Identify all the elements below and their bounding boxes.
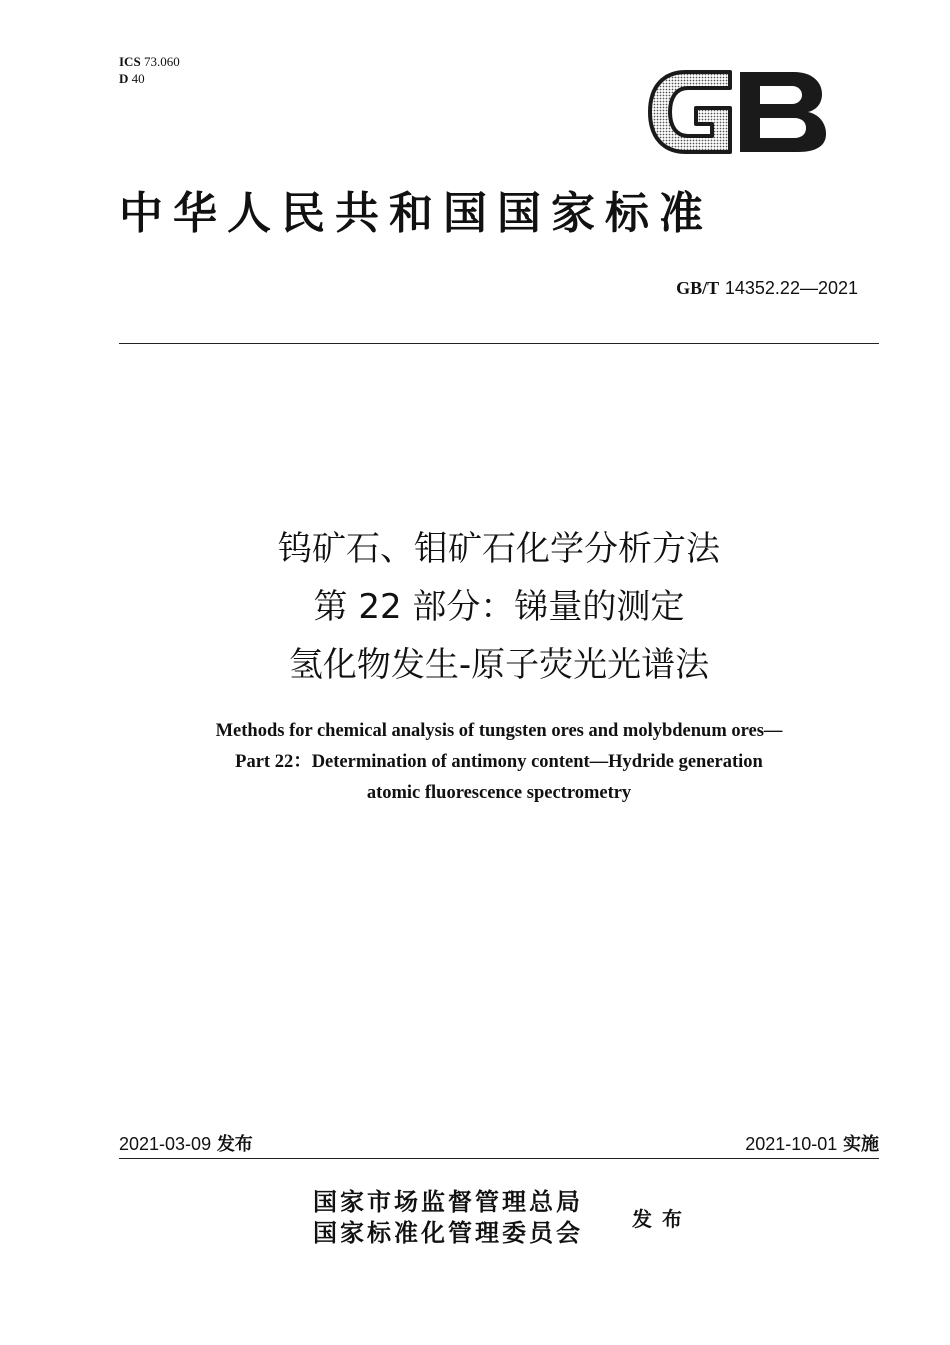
issuers-action: 发布: [632, 1207, 692, 1231]
implementation-date: [745, 1130, 879, 1156]
issue-date: [119, 1130, 253, 1156]
ccs-label: D: [119, 71, 129, 86]
gb-logo-icon: [644, 64, 830, 160]
english-title-line-3: atomic fluorescence spectrometry: [366, 783, 632, 803]
ics-label: ICS: [119, 54, 141, 69]
header-divider: [119, 343, 879, 344]
standard-category-title: 中华人民共和国国家标准: [119, 188, 713, 239]
implementation-date-label: 实施: [843, 1134, 879, 1155]
english-title-line-2: Part 22：Determination of antimony content—Hydride generation: [235, 752, 763, 772]
issue-date-value: 2021-03-09: [119, 1134, 212, 1154]
issuing-organizations: [313, 1186, 583, 1248]
chinese-title-line-2: 第 22 部分：锑量的测定: [313, 587, 685, 627]
english-title: [119, 716, 879, 809]
chinese-title-line-3: 氢化物发生-原子荧光光谱法: [288, 645, 710, 685]
issuer-sac: 国家标准化管理委员会: [313, 1218, 583, 1247]
english-title-line-1: Methods for chemical analysis of tungsten ores and molybdenum ores—: [215, 721, 783, 741]
issuer-samr: 国家市场监督管理总局: [313, 1187, 583, 1216]
standard-number-prefix: GB/T: [676, 278, 720, 298]
standard-number-code: 14352.22—2021: [724, 278, 858, 298]
implementation-date-value: 2021-10-01: [745, 1134, 838, 1154]
ics-code: 73.060: [143, 54, 180, 69]
issue-date-label: 发布: [216, 1134, 253, 1155]
standard-number: [676, 278, 858, 299]
chinese-title-line-1: 钨矿石、钼矿石化学分析方法: [278, 529, 720, 569]
classification-codes: [119, 53, 180, 87]
ccs-code: 40: [131, 71, 145, 86]
chinese-title: [119, 520, 879, 694]
footer-divider: [119, 1158, 879, 1159]
